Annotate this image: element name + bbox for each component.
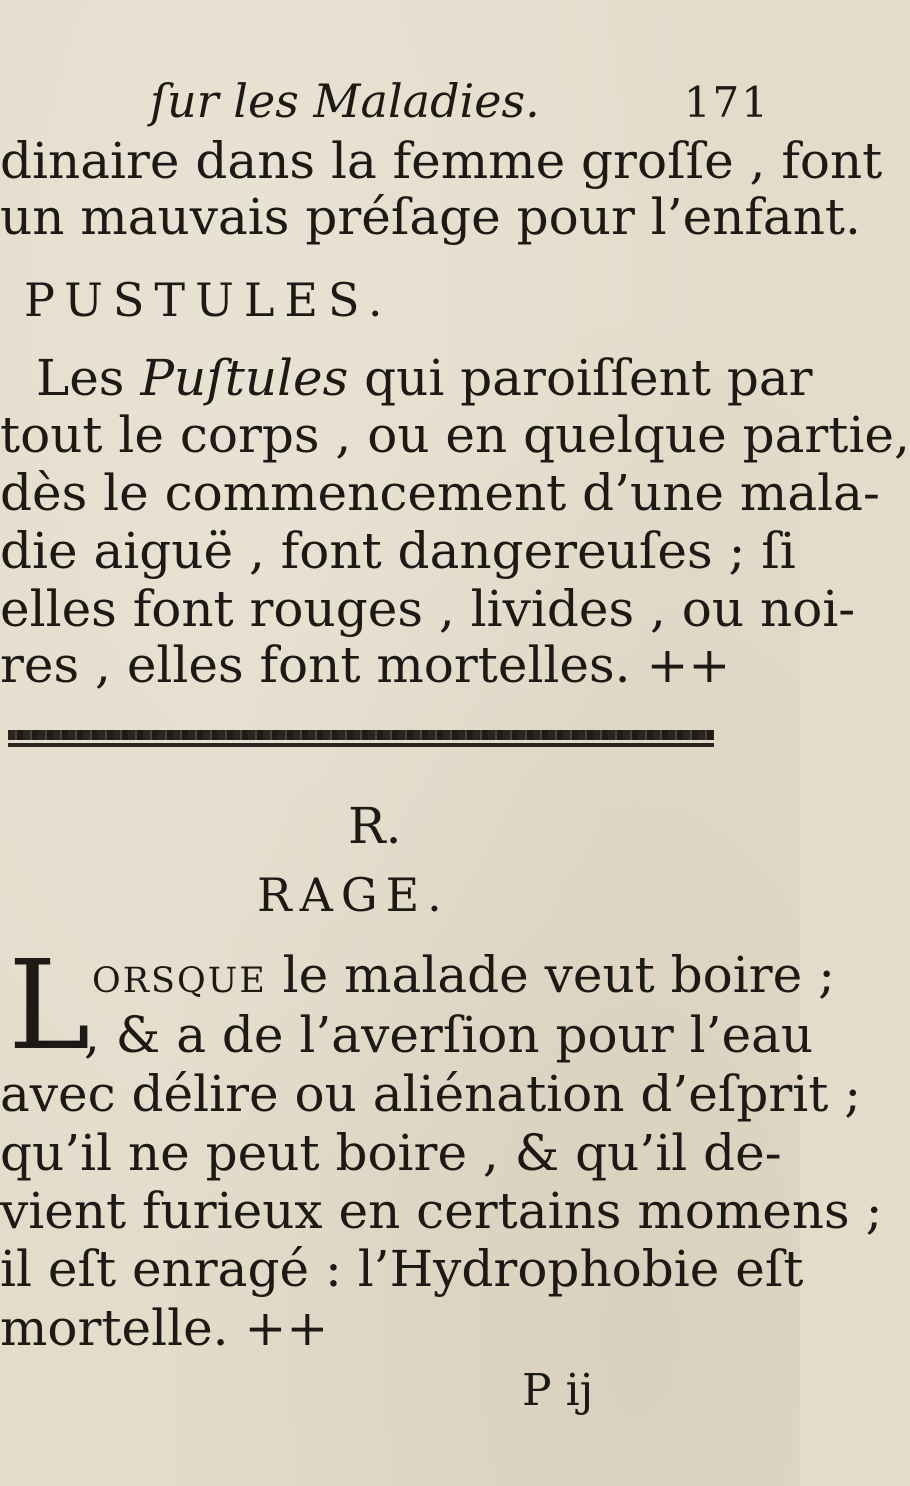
drop-cap: L (8, 934, 91, 1078)
ornamental-rule (8, 730, 714, 740)
pustules-line-5: elles font rouges , livides , ou noi- (0, 580, 856, 638)
ornamental-rule-thin (8, 743, 714, 747)
pustules-line-1-start: Les (36, 349, 141, 407)
pustules-line-2: tout le corps , ou en quelque partie, (0, 406, 910, 464)
rage-line-7: mortelle. ++ (0, 1299, 329, 1357)
signature-mark: P ij (522, 1365, 594, 1416)
rage-line-1-end: le malade veut boire ; (266, 946, 836, 1004)
pustules-term: Puſtules (140, 349, 349, 407)
rage-line-6: il eſt enragé : l’Hydrophobie eſt (0, 1240, 804, 1298)
pustules-line-1 (36, 349, 813, 407)
section-letter: R. (348, 797, 402, 855)
running-head (150, 74, 770, 134)
section-heading-pustules: PUSTULES. (24, 273, 393, 327)
rage-line-3: avec délire ou aliénation d’eſprit ; (0, 1065, 862, 1123)
rage-line-5: vient furieux en certains momens ; (0, 1182, 883, 1240)
carryover-line-2: un mauvais préſage pour l’enfant. (0, 188, 861, 246)
running-head-title: ſur les Maladies. (150, 74, 540, 128)
pustules-line-1-end: qui paroiſſent par (348, 349, 813, 407)
rage-line-4: qu’il ne peut boire , & qu’il de- (0, 1124, 782, 1182)
pustules-line-4: die aiguë , font dangereuſes ; ſi (0, 522, 796, 580)
page-number: 171 (683, 78, 770, 127)
rage-line-1 (92, 946, 836, 1004)
pustules-line-6: res , elles font mortelles. ++ (0, 636, 731, 694)
pustules-line-3: dès le commencement d’une mala- (0, 464, 880, 522)
carryover-line-1: dinaire dans la femme groſſe , font (0, 132, 883, 190)
section-heading-rage: RAGE. (257, 868, 450, 922)
rage-line-2: , & a de l’averſion pour l’eau (84, 1006, 814, 1064)
rage-opening-word: orsque (92, 946, 267, 1004)
